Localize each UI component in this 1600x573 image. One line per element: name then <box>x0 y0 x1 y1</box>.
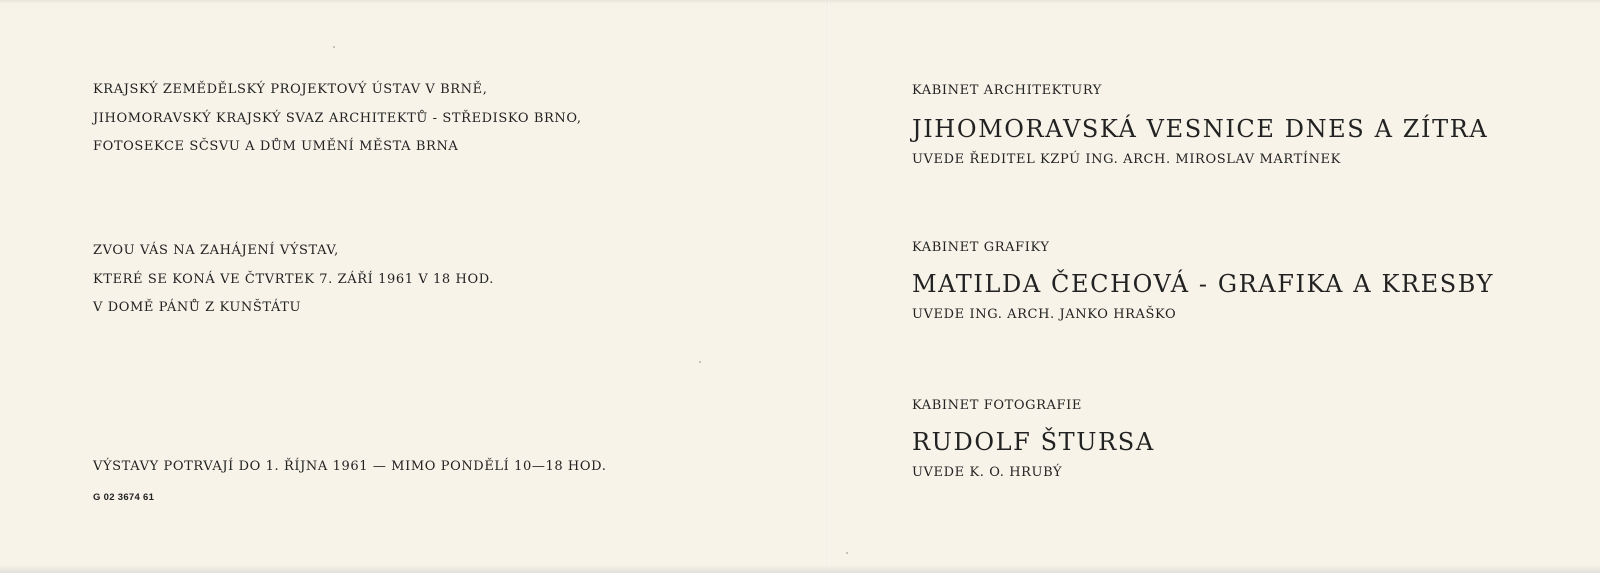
exhibition-title: MATILDA ČECHOVÁ - GRAFIKA A KRESBY <box>912 270 1495 298</box>
organizer-line-2: JIHOMORAVSKÝ KRAJSKÝ SVAZ ARCHITEKTŮ - STŘEDISKO BRNO, <box>93 111 582 126</box>
paper-top-edge <box>0 0 1600 4</box>
cabinet-label: KABINET FOTOGRAFIE <box>912 398 1082 413</box>
exhibition-presenter: UVEDE ING. ARCH. JANKO HRAŠKO <box>912 307 1177 322</box>
print-code: G 02 3674 61 <box>93 492 155 503</box>
invitation-line-3: V DOMĚ PÁNŮ Z KUNŠTÁTU <box>93 300 302 315</box>
paper-speck <box>699 361 701 363</box>
center-fold <box>827 0 829 573</box>
cabinet-label: KABINET GRAFIKY <box>912 240 1050 255</box>
exhibition-duration: VÝSTAVY POTRVAJÍ DO 1. ŘÍJNA 1961 — MIMO PONDĚLÍ 10—18 HOD. <box>93 459 607 474</box>
exhibition-presenter: UVEDE K. O. HRUBÝ <box>912 465 1063 480</box>
exhibition-title: JIHOMORAVSKÁ VESNICE DNES A ZÍTRA <box>912 115 1489 143</box>
exhibition-title: RUDOLF ŠTURSA <box>912 428 1155 456</box>
cabinet-label: KABINET ARCHITEKTURY <box>912 83 1102 98</box>
invitation-line-2: KTERÉ SE KONÁ VE ČTVRTEK 7. ZÁŘÍ 1961 V 18 HOD. <box>93 272 495 287</box>
organizer-line-1: KRAJSKÝ ZEMĚDĚLSKÝ PROJEKTOVÝ ÚSTAV V BRNĚ, <box>93 82 488 97</box>
exhibition-presenter: UVEDE ŘEDITEL KZPÚ ING. ARCH. MIROSLAV MARTÍNEK <box>912 152 1341 167</box>
invitation-line-1: ZVOU VÁS NA ZAHÁJENÍ VÝSTAV, <box>93 243 339 258</box>
organizer-line-3: FOTOSEKCE SČSVU A DŮM UMĚNÍ MĚSTA BRNA <box>93 139 459 154</box>
paper-speck <box>846 552 848 554</box>
paper-bottom-edge <box>0 565 1600 573</box>
paper-speck <box>333 46 335 48</box>
